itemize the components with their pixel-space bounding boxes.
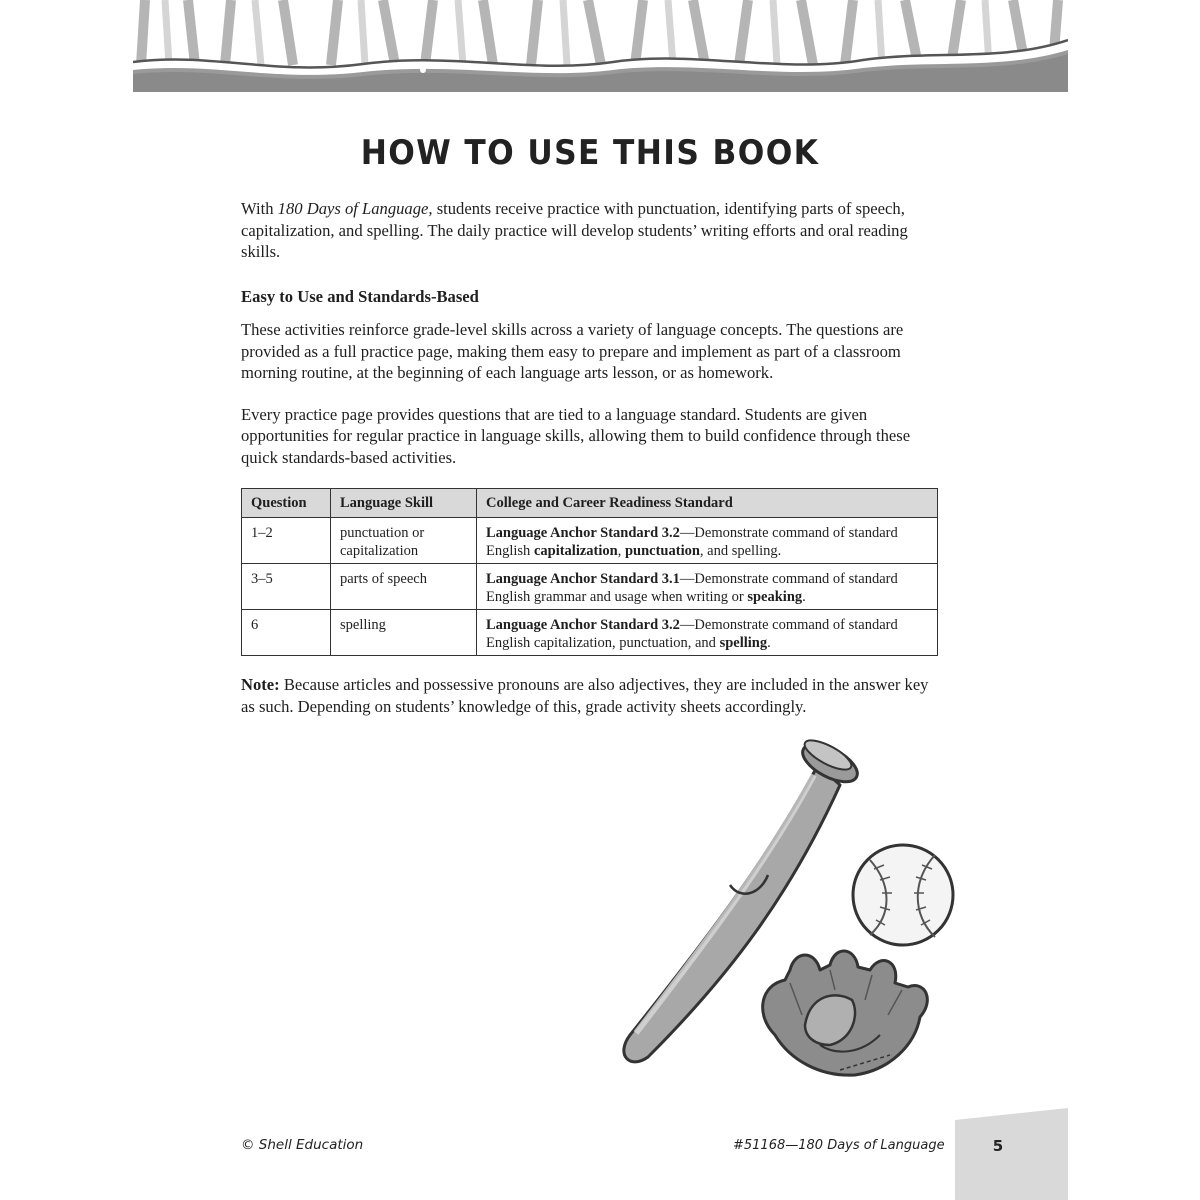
standard-name: Language Anchor Standard 3.1 — [486, 571, 680, 587]
standard-emphasis: spelling — [719, 635, 768, 651]
note-label: Note: — [241, 675, 280, 694]
intro-paragraph — [241, 198, 941, 263]
header-language-skill: Language Skill — [331, 489, 477, 518]
cell-question: 1–2 — [242, 518, 331, 564]
footer-book-id: #51168—180 Days of Language — [733, 1138, 945, 1153]
header-question: Question — [242, 489, 331, 518]
book-title-italic: 180 Days of Language, — [277, 199, 433, 218]
standard-text: . — [767, 635, 771, 651]
note-paragraph — [241, 674, 941, 717]
table-row — [242, 518, 938, 564]
cell-skill: punctuation or capitalization — [331, 518, 477, 564]
standard-emphasis: speaking — [747, 589, 803, 605]
cell-standard — [477, 564, 938, 610]
page-title: HOW TO USE THIS BOOK — [360, 133, 820, 173]
cell-standard — [477, 518, 938, 564]
baseball-icon — [853, 845, 953, 945]
footer-publisher: © Shell Education — [241, 1137, 364, 1153]
standard-text: —Demonstrate command of standard English capitalization, punctuation, and — [486, 617, 898, 651]
intro-before: With — [241, 199, 278, 218]
standard-text: , — [617, 543, 625, 559]
standard-name: Language Anchor Standard 3.2 — [486, 525, 680, 541]
standard-text: , and spelling. — [699, 543, 782, 559]
table-row — [242, 564, 938, 610]
cell-question: 6 — [242, 610, 331, 656]
baseball-illustration — [590, 725, 970, 1105]
cell-question: 3–5 — [242, 564, 331, 610]
cell-standard — [477, 610, 938, 656]
note-text: Because articles and possessive pronouns are also adjectives, they are included in the answer key as such. Depending on students’ knowledge of this, grade activity sheets accordingly. — [241, 675, 929, 716]
practice-page-paragraph: Every practice page provides questions that are tied to a language standard. Students are given opportunities for regular practice in language skills, allowing them to build confidence through these quick standards-based activities. — [241, 404, 911, 467]
intro-after: students receive practice with punctuation, identifying parts of speech, capitalization, and spelling. The daily practice will develop students’ writing efforts and oral reading skills. — [241, 199, 908, 261]
table-header-row — [242, 489, 938, 518]
cell-skill: spelling — [331, 610, 477, 656]
standards-table — [241, 488, 938, 656]
section-heading: Easy to Use and Standards-Based — [241, 286, 479, 306]
standard-text: —Demonstrate command of standard English — [486, 525, 898, 559]
standard-emphasis: capitalization — [533, 543, 618, 559]
page-number: 5 — [992, 1137, 1004, 1155]
standard-name: Language Anchor Standard 3.2 — [486, 617, 680, 633]
cell-skill: parts of speech — [331, 564, 477, 610]
standard-text: —Demonstrate command of standard English grammar and usage when writing or — [486, 571, 898, 605]
table-row — [242, 610, 938, 656]
header-decoration — [133, 0, 1068, 92]
standard-emphasis: punctuation — [624, 543, 700, 559]
activities-paragraph: These activities reinforce grade-level skills across a variety of language concepts. The questions are provided as a full practice page, making them easy to prepare and implement as part of a classroom morning routine, at the beginning of each language arts lesson, or as homework. — [241, 320, 904, 382]
baseball-glove-icon — [763, 951, 928, 1075]
header-standard: College and Career Readiness Standard — [477, 489, 938, 518]
standard-text: . — [802, 589, 806, 605]
main-content — [241, 198, 941, 717]
